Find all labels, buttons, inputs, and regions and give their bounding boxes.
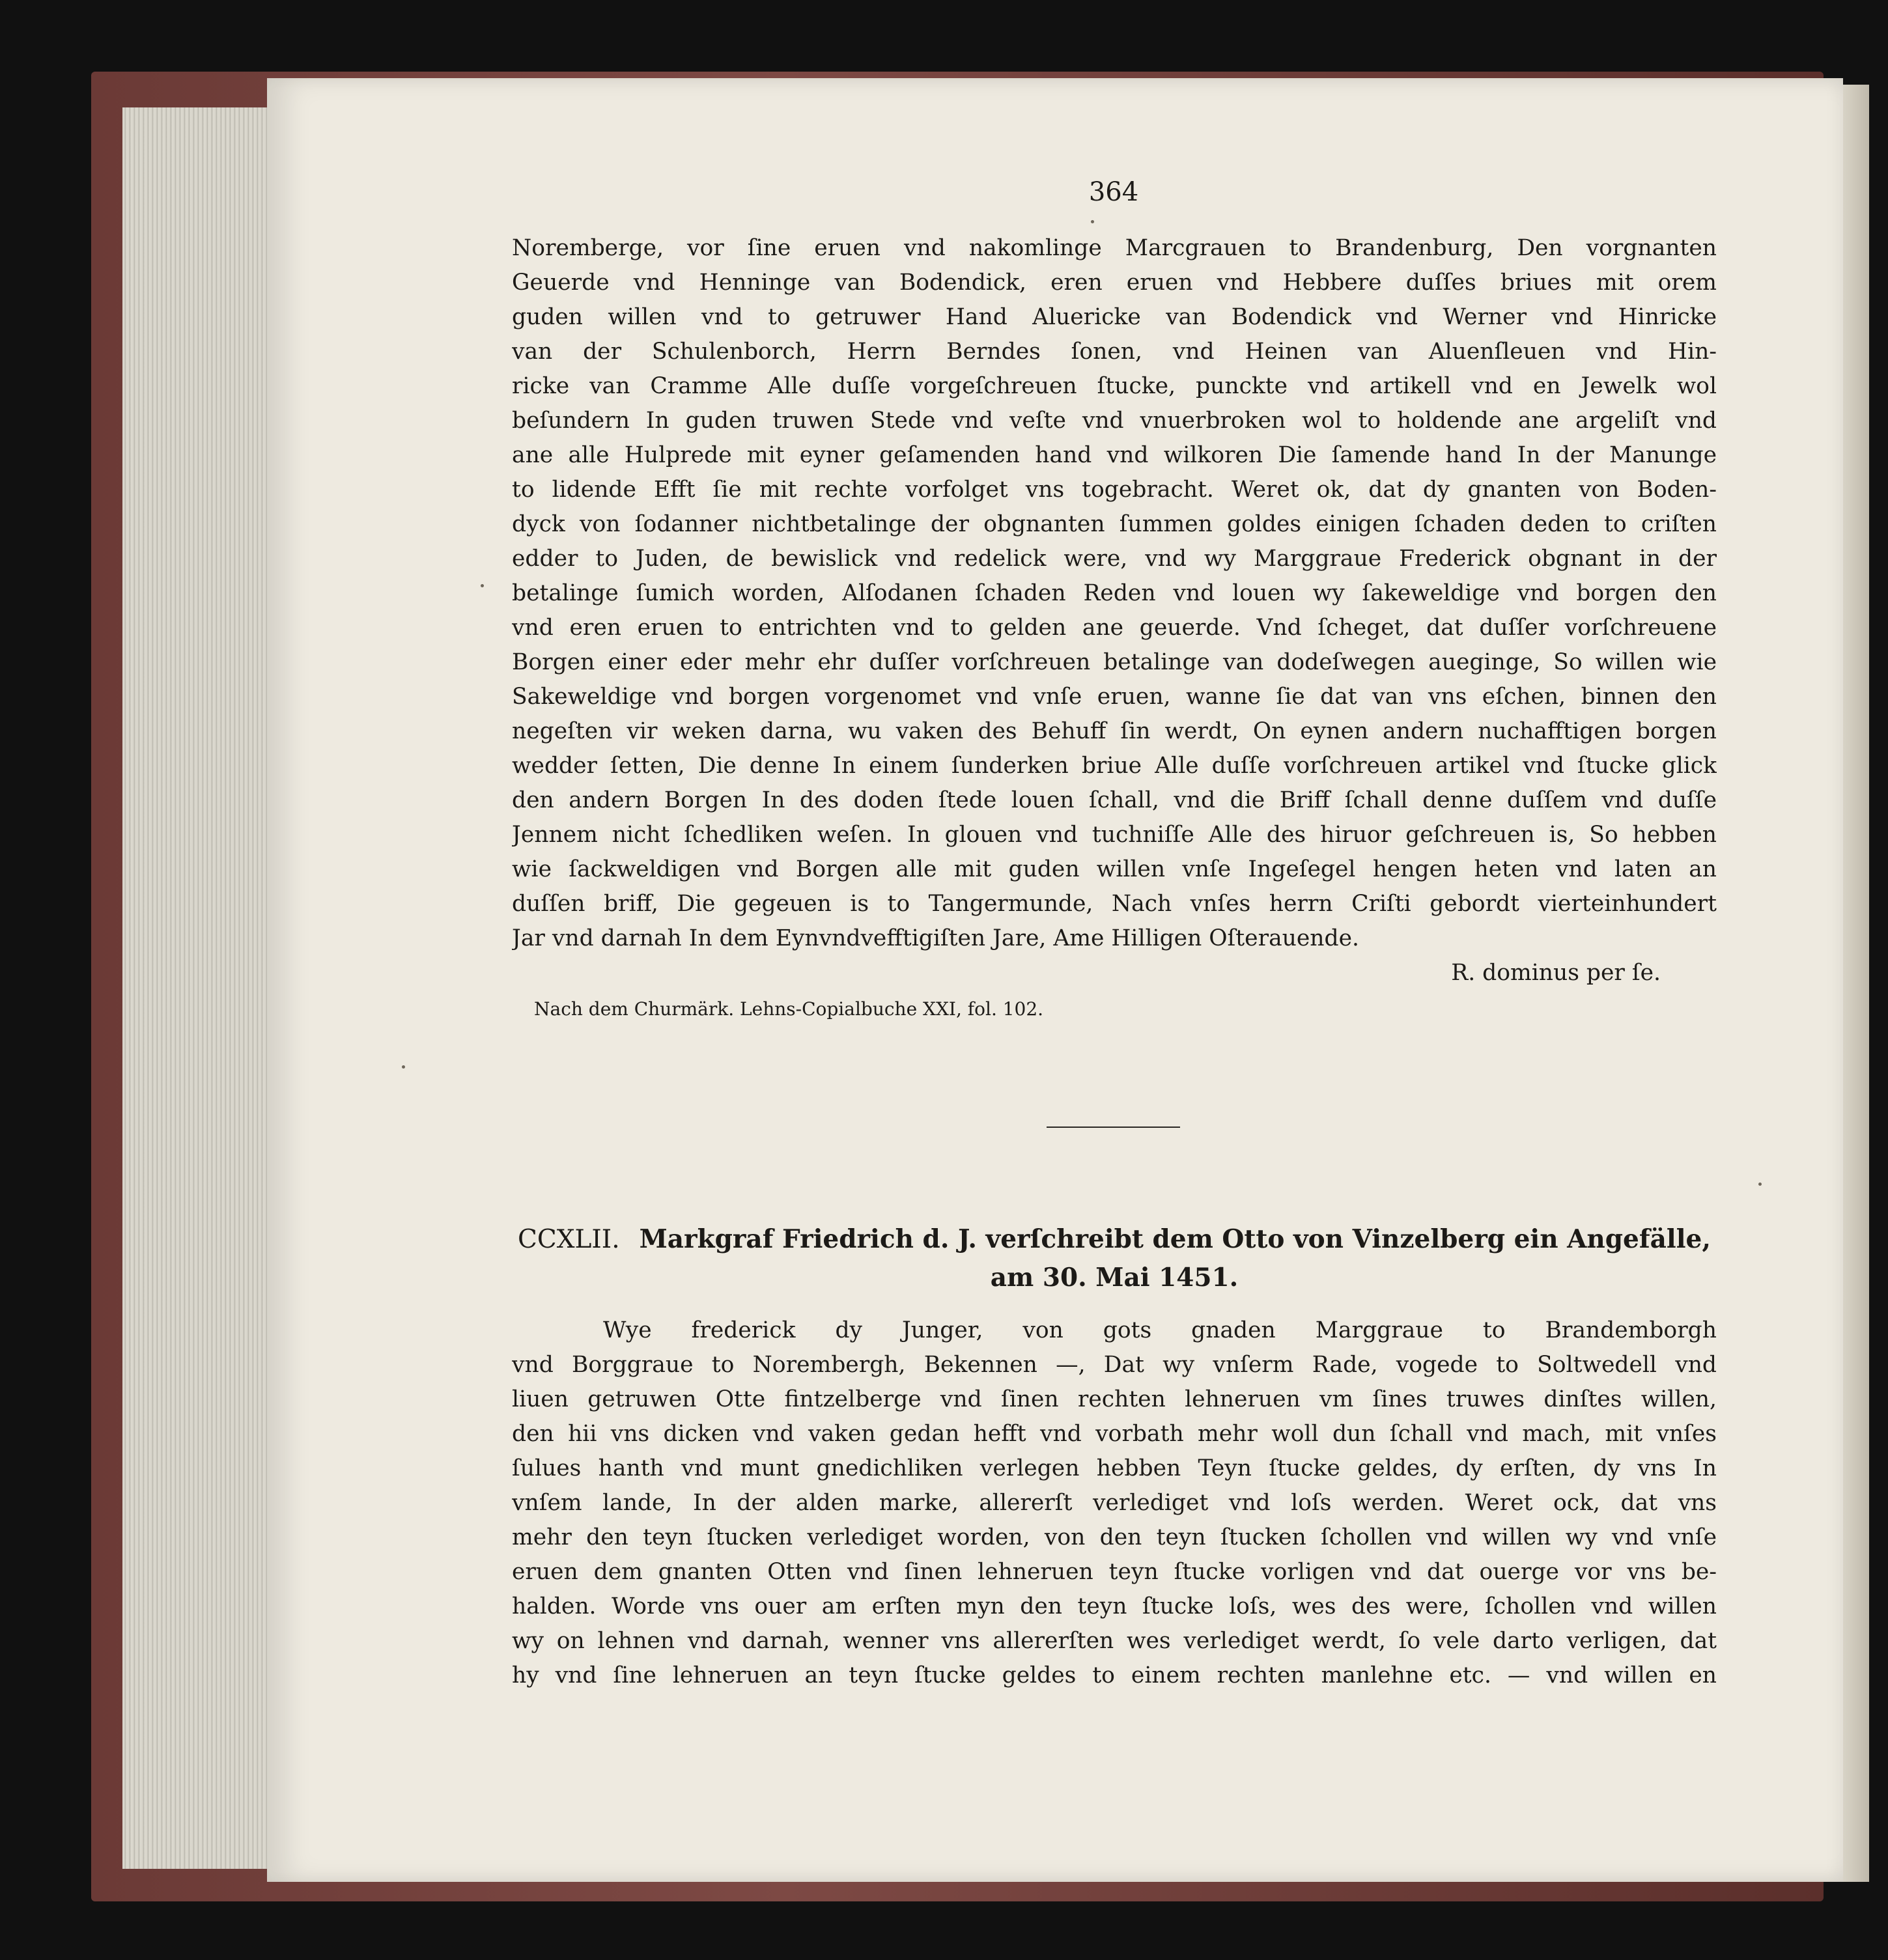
- document-date: am 30. Mai 1451.: [990, 1263, 1239, 1293]
- text-line: guden willen vnd to getruwer Hand Aluericke van Bodendick vnd Werner vnd Hinricke: [512, 304, 1717, 330]
- text-line: wedder ſetten, Die denne In einem ſunderken briue Alle duſſe vorſchreuen artikel vnd ſtucke glick: [512, 753, 1717, 779]
- text-line: ricke van Cramme Alle duſſe vorgeſchreuen ſtucke, punckte vnd artikell vnd en Jewelk wol: [512, 373, 1717, 399]
- text-line: den andern Borgen In des doden ſtede louen ſchall, vnd die Briff ſchall denne duſſem vnd duſſe: [512, 787, 1717, 813]
- page-text: [512, 231, 1717, 1693]
- text-line: vnd eren eruen to entrichten vnd to gelden ane geuerde. Vnd ſcheget, dat duſſer vorſchreuene: [512, 615, 1717, 641]
- paper-speck: [402, 1065, 405, 1069]
- text-line: beſundern In guden truwen Stede vnd veſte vnd vnuerbroken wol to holdende ane argeliſt vnd: [512, 408, 1717, 434]
- continued-text-block: [512, 231, 1717, 1026]
- text-line: betalinge ſumich worden, Alſodanen ſchaden Reden vnd louen wy ſakeweldige vnd borgen den: [512, 580, 1717, 606]
- text-line: to lidende Efft ſie mit rechte vorfolget vns togebracht. Weret ok, dat dy gnanten von Boden-: [512, 477, 1717, 503]
- signature-line: R. dominus per ſe.: [1451, 960, 1661, 986]
- text-line: ane alle Hulprede mit eyner geſamenden hand vnd wilkoren Die ſamende hand In der Manunge: [512, 442, 1717, 468]
- text-line: Wye frederick dy Junger, von gots gnaden Marggraue to Brandemborgh: [603, 1317, 1717, 1343]
- text-line: wy on lehnen vnd darnah, wenner vns allererſten wes verlediget werdt, ſo vele darto verligen, dat: [512, 1628, 1717, 1654]
- text-line: negeſten vir weken darna, wu vaken des Behuff ſin werdt, On eynen andern nuchafftigen borgen: [512, 718, 1717, 744]
- text-line: Geuerde vnd Henninge van Bodendick, eren eruen vnd Hebbere duſſes briues mit orem: [512, 270, 1717, 296]
- text-line: den hii vns dicken vnd vaken gedan hefft vnd vorbath mehr woll dun ſchall vnd mach, mit vnſes: [512, 1421, 1717, 1447]
- text-line: edder to Juden, de bewislick vnd redelick were, vnd wy Marggraue Frederick obgnant in der: [512, 546, 1717, 572]
- page-edges: [122, 107, 279, 1869]
- document-body: [512, 1313, 1717, 1693]
- section-divider: [1047, 1127, 1180, 1128]
- text-line: vnſem lande, In der alden marke, allererſt verlediget vnd loſs werden. Weret ock, dat vns: [512, 1490, 1717, 1516]
- text-line: Jennem nicht ſchedliken weſen. In glouen vnd tuchniſſe Alle des hiruor geſchreuen is, So hebben: [512, 822, 1717, 848]
- source-note: Nach dem Churmärk. Lehns-Copialbuche XXI, fol. 102.: [534, 998, 1044, 1020]
- text-line: dyck von ſodanner nichtbetalinge der obgnanten ſummen goldes einigen ſchaden deden to criſten: [512, 511, 1717, 537]
- paper-speck: [1758, 1183, 1762, 1186]
- text-line: mehr den teyn ſtucken verlediget worden, von den teyn ſtucken ſchollen vnd willen wy vnd vnſe: [512, 1524, 1717, 1550]
- text-line: eruen dem gnanten Otten vnd ſinen lehneruen teyn ſtucke vorligen vnd dat ouerge vor vns be-: [512, 1559, 1717, 1585]
- document-number: CCXLII.: [518, 1225, 620, 1254]
- right-page-edge: [1843, 85, 1869, 1882]
- text-line: vnd Borggraue to Norembergh, Bekennen —, Dat wy vnſerm Rade, vogede to Soltwedell vnd: [512, 1352, 1717, 1378]
- document-title: Markgraf Friedrich d. J. verſchreibt dem Otto von Vinzelberg ein Angefälle,: [639, 1224, 1711, 1254]
- text-line: ſulues hanth vnd munt gnedichliken verlegen hebben Teyn ſtucke geldes, dy erſten, dy vns In: [512, 1455, 1717, 1481]
- text-line: liuen getruwen Otte fintzelberge vnd ſinen rechten lehneruen vm ſines truwes dinſtes willen,: [512, 1386, 1717, 1412]
- page-number: 364: [1088, 177, 1139, 207]
- paper-speck: [481, 584, 484, 587]
- text-line: van der Schulenborch, Herrn Berndes ſonen, vnd Heinen van Aluenſleuen vnd Hin-: [512, 339, 1717, 365]
- text-line: Borgen einer eder mehr ehr duſſer vorſchreuen betalinge van dodeſwegen auegingе, So willen wie: [512, 649, 1717, 675]
- text-line: wie ſackweldigen vnd Borgen alle mit guden willen vnſe Ingeſegel hengen heten vnd laten an: [512, 856, 1717, 882]
- text-line: halden. Worde vns ouer am erſten myn den teyn ſtucke loſs, wes des were, ſchollen vnd willen: [512, 1593, 1717, 1619]
- text-line: hy vnd ſine lehneruen an teyn ſtucke geldes to einem rechten manlehne etc. — vnd willen en: [512, 1662, 1717, 1688]
- text-line: Noremberge, vor ſine eruen vnd nakomlinge Marcgrauen to Brandenburg, Den vorgnanten: [512, 235, 1717, 261]
- text-line: Jar vnd darnah In dem Eynvndvefftigiſten Jare, Ame Hilligen Oſterauende.: [512, 925, 1359, 951]
- paper-speck: [1091, 220, 1094, 223]
- text-line: duſſen briff, Die gegeuen is to Tangermunde, Nach vnſes herrn Criſti gebordt vierteinhundert: [512, 891, 1717, 917]
- document-heading: [512, 1220, 1717, 1296]
- text-line: Sakeweldige vnd borgen vorgenomet vnd vnſe eruen, wanne ſie dat van vns eſchen, binnen den: [512, 684, 1717, 710]
